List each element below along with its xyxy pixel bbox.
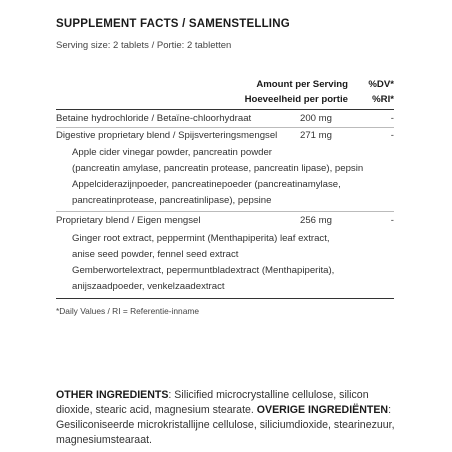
other-ingredients-text-en: : Silicified microcrystalline cellulose, silicon dioxide, stearic acid, magnesium stearate. bbox=[56, 389, 369, 416]
row-betaine-pct: - bbox=[390, 113, 394, 124]
row-digestive-name: Digestive proprietary blend / Spijsverteringsmengsel bbox=[56, 130, 278, 141]
row-digestive-pct: - bbox=[390, 130, 394, 141]
row-digestive-sub-1: (pancreatin amylase, pancreatin protease, pancreatin lipase), pepsin bbox=[72, 163, 364, 174]
row-digestive-sub-2: Appelciderazijnpoeder, pancreatinepoeder (pancreatinamylase, bbox=[72, 179, 341, 190]
row-blend-name: Proprietary blend / Eigen mengsel bbox=[56, 215, 201, 226]
title: SUPPLEMENT FACTS / SAMENSTELLING bbox=[56, 18, 290, 30]
header-amount bbox=[200, 77, 348, 107]
serving-size: Serving size: 2 tablets / Portie: 2 tabletten bbox=[56, 40, 232, 51]
row-digestive-sub-0: Apple cider vinegar powder, pancreatin powder bbox=[72, 147, 272, 158]
row-betaine-qty: 200 mg bbox=[300, 113, 332, 124]
header-dv-nl: %RI* bbox=[372, 94, 394, 105]
row-digestive-sub-3: pancreatinprotease, pancreatinlipase), pepsine bbox=[72, 195, 272, 206]
row-betaine-name: Betaine hydrochloride / Betaïne-chloorhydraat bbox=[56, 113, 252, 124]
other-ingredients-text-nl: : Gesiliconiseerde microkristallijne cellulose, siliciumdioxide, stearinezuur, magnesiumstearaat. bbox=[56, 404, 395, 446]
row-digestive-qty: 271 mg bbox=[300, 130, 332, 141]
divider-top bbox=[56, 109, 394, 110]
other-ingredients bbox=[56, 388, 400, 448]
header-amount-nl: Hoeveelheid per portie bbox=[244, 94, 348, 105]
row-blend-sub-3: anijszaadpoeder, venkelzaadextract bbox=[72, 281, 225, 292]
row-blend-sub-0: Ginger root extract, peppermint (Menthapiperita) leaf extract, bbox=[72, 233, 330, 244]
divider-row2 bbox=[56, 211, 394, 212]
divider-bottom bbox=[56, 298, 394, 299]
row-blend-sub-1: anise seed powder, fennel seed extract bbox=[72, 249, 239, 260]
other-ingredients-label-en: OTHER INGREDIENTS bbox=[56, 389, 169, 401]
header-dv-en: %DV* bbox=[368, 79, 394, 90]
row-blend-qty: 256 mg bbox=[300, 215, 332, 226]
row-blend-sub-2: Gemberwortelextract, pepermuntbladextract (Menthapiperita), bbox=[72, 265, 335, 276]
divider-row1 bbox=[56, 127, 394, 128]
row-blend-pct: - bbox=[390, 215, 394, 226]
header-amount-en: Amount per Serving bbox=[256, 79, 348, 90]
footnote: *Daily Values / RI = Referentie-inname bbox=[56, 306, 199, 316]
other-ingredients-label-nl: OVERIGE INGREDIËNTEN bbox=[256, 404, 389, 416]
header-dv bbox=[350, 77, 394, 107]
